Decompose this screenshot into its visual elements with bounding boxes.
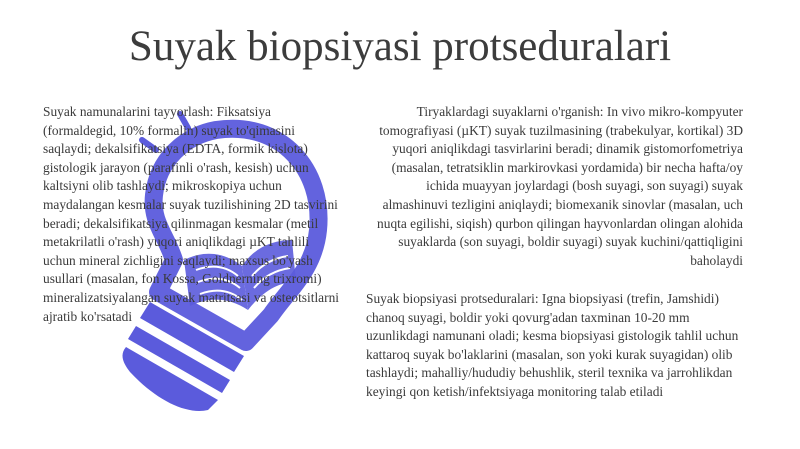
right-top-text: Tiryaklardagi suyaklarni o'rganish: In vivo mikro-kompyuter tomografiyasi (µKT) suyak tuzilmasining (trabekulyar, kortikal) 3D yuqori aniqlikdagi tasvirlarini beradi; dinamik gistomorfometriya (masalan, tetratsiklin markirovkasi yordamida) bir necha hafta/oy ichida muayyan joylardagi (bosh suyagi, son suyagi) suyak almashinuvi tezligini aniqlaydi; biomexanik sinovlar (masalan, uch nuqta egilishi, siqish) qurbon qilingan hayvonlardan olingan alohida suyaklarda (son suyagi, boldir suyagi) suyak kuchini/qattiqligini baholaydi bbox=[377, 104, 743, 268]
right-bottom-text: Suyak biopsiyasi protseduralari: Igna biopsiyasi (trefin, Jamshidi) chanoq suyagi, boldir yoki qovurg'adan taxminan 10-20 mm uzunlikdagi namunani oladi; kesma biopsiyasi gistologik tahlil uchun kattaroq suyak bo'laklarini (masalan, son yoki kurak suyagidan) olib tashlaydi; mahalliy/hududiy behushlik, steril texnika va jarrohlikdan keyingi qon ketish/infektsiyaga monitoring talab etiladi bbox=[366, 291, 739, 399]
right-bottom-text-block bbox=[366, 290, 743, 402]
right-top-text-block bbox=[366, 103, 743, 270]
left-text-block bbox=[43, 103, 345, 326]
left-text: Suyak namunalarini tayyorlash: Fiksatsiya (formaldegid, 10% formalin) suyak to'qimasini saqlaydi; dekalsifikatsiya (EDTA, formik kislota) gistologik jarayon (parafinli o'rash, kesish) uchun kaltsiyni olib tashlaydi; mikroskopiya uchun maydalangan kesmalar suyak tuzilishining 2D tasvirini beradi; dekalsifikatsiya qilinmagan kesmalar (metil metakrilatli o'rash) yuqori aniqlikdagi µKT tahlili uchun mineral zichligini saqlaydi; maxsus bo'yash usullari (masalan, fon Kossa, Goldnerning trixromi) mineralizatsiyalangan suyak matritsasi va osteotsitlarni ajratib ko'rsatadi bbox=[43, 104, 339, 324]
slide-title: Suyak biopsiyasi protseduralari bbox=[128, 23, 672, 70]
